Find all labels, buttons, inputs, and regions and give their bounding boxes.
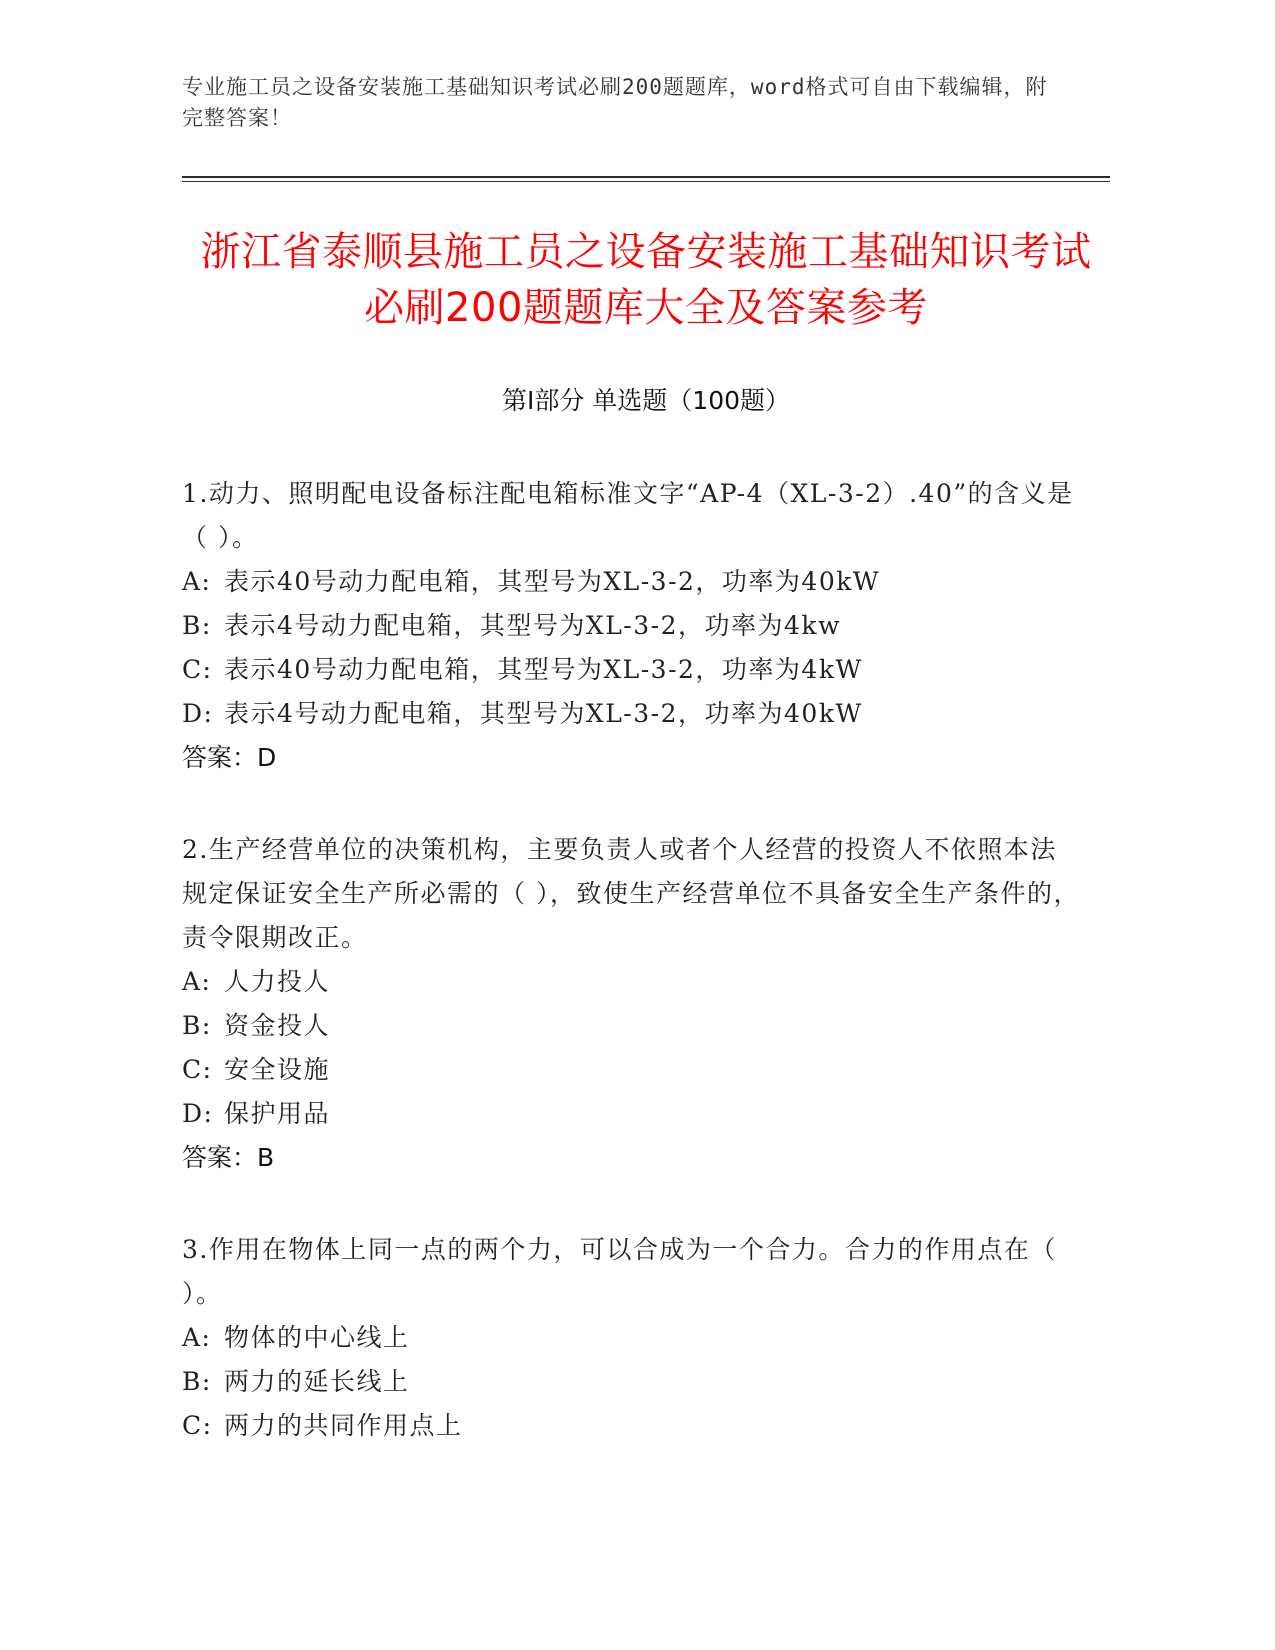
option-letter: C:	[182, 1411, 213, 1440]
question-list	[182, 472, 1082, 1496]
option-text: 表示40号动力配电箱，其型号为XL-3-2，功率为40kW	[224, 567, 881, 596]
option-c	[182, 1048, 1082, 1092]
option-b	[182, 1004, 1082, 1048]
option-a	[182, 960, 1082, 1004]
question-text: 1.动力、照明配电设备标注配电箱标准文字“AP-4（XL-3-2）.40”的含义是（ ）。	[182, 479, 1074, 552]
option-c	[182, 648, 1082, 692]
option-letter: B:	[182, 611, 212, 640]
option-text: 表示4号动力配电箱，其型号为XL-3-2，功率为40kW	[224, 699, 863, 728]
section-heading: 第Ⅰ部分 单选题（100题）	[501, 386, 791, 415]
answer-line: 答案：B	[182, 1143, 275, 1172]
option-text: 表示4号动力配电箱，其型号为XL-3-2，功率为4kw	[224, 611, 841, 640]
option-letter: D:	[182, 1099, 214, 1128]
header-note: 专业施工员之设备安装施工基础知识考试必刷200题题库，word格式可自由下载编辑，附完整答案！	[182, 75, 1048, 130]
question-text: 3.作用在物体上同一点的两个力，可以合成为一个合力。合力的作用点在（ ）。	[182, 1235, 1057, 1308]
question-2	[182, 828, 1082, 1180]
option-text: 物体的中心线上	[224, 1323, 410, 1352]
option-text: 人力投人	[224, 967, 331, 996]
option-letter: D:	[182, 699, 214, 728]
option-letter: C:	[182, 655, 213, 684]
option-b	[182, 604, 1082, 648]
option-letter: B:	[182, 1367, 212, 1396]
option-text: 安全设施	[224, 1055, 331, 1084]
option-letter: A:	[182, 567, 212, 596]
option-text: 保护用品	[224, 1099, 331, 1128]
option-letter: B:	[182, 1011, 212, 1040]
option-d	[182, 692, 1082, 736]
document-title: 浙江省泰顺县施工员之设备安装施工基础知识考试必刷200题题库大全及答案参考	[200, 229, 1092, 331]
option-text: 两力的延长线上	[224, 1367, 410, 1396]
option-text: 表示40号动力配电箱，其型号为XL-3-2，功率为4kW	[224, 655, 863, 684]
question-1	[182, 472, 1082, 780]
option-text: 两力的共同作用点上	[224, 1411, 463, 1440]
question-3	[182, 1228, 1082, 1448]
header-divider-thin	[182, 181, 1110, 182]
option-letter: C:	[182, 1055, 213, 1084]
option-letter: A:	[182, 1323, 212, 1352]
question-text: 2.生产经营单位的决策机构，主要负责人或者个人经营的投资人不依照本法规定保证安全生产所必需的（ ），致使生产经营单位不具备安全生产条件的，责令限期改正。	[182, 835, 1080, 952]
option-a	[182, 1316, 1082, 1360]
option-d	[182, 1092, 1082, 1136]
option-b	[182, 1360, 1082, 1404]
header-divider-thick	[182, 176, 1110, 178]
option-text: 资金投人	[224, 1011, 331, 1040]
option-a	[182, 560, 1082, 604]
option-c	[182, 1404, 1082, 1448]
answer-line: 答案：D	[182, 743, 277, 772]
option-letter: A:	[182, 967, 212, 996]
